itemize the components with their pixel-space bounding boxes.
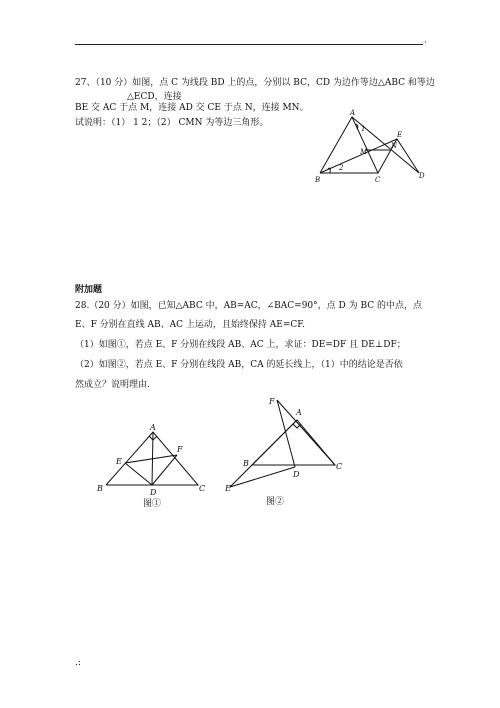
label-b: B (315, 176, 321, 184)
q28-line2: E、F 分别在直线 AB、AC 上运动，且始终保持 AE=CF. (75, 320, 305, 330)
q28-figure-2 (225, 395, 355, 500)
label-c: C (336, 462, 343, 471)
label-e: E (397, 131, 403, 139)
header-mark: · (424, 38, 427, 48)
label-d: D (293, 470, 300, 479)
label-angle-2: 2 (339, 164, 344, 172)
q28-line1: 28.（20 分）如图，已知△ABC 中，AB=AC，∠BAC=90°，点 D 为 BC 的中点，点 (75, 301, 422, 311)
triangle-abc (252, 420, 335, 465)
label-a: A (350, 109, 356, 117)
header-rule (75, 44, 423, 45)
label-b: B (243, 459, 249, 468)
triangle-abc (320, 117, 378, 173)
label-n: N (391, 142, 398, 150)
q28-line4: （2）如图②，若点 E、F 分别在线段 AB，CA 的延长线上，（1）中的结论是否依 (75, 360, 403, 370)
q27-line1: 27、（10 分）如图，点 C 为线段 BD 上的点，分别以 BC，CD 为边作等边△ABC 和等边 (75, 78, 435, 88)
label-d: D (150, 488, 157, 497)
segment-df (152, 455, 177, 485)
q27-line4: 试说明：（1） 1 2；（2） CMN 为等边三角形。 (75, 118, 269, 128)
label-e: E (116, 457, 122, 466)
segment-be (320, 139, 397, 173)
label-a: A (296, 408, 302, 417)
label-c: C (375, 176, 381, 184)
fig2-caption: 图② (266, 497, 285, 507)
footer-mark: .: (75, 658, 81, 668)
q27-figure (310, 108, 430, 188)
label-b: B (97, 484, 103, 493)
label-f: F (269, 397, 275, 406)
fig1-caption: 图① (143, 499, 162, 509)
segment-de (125, 463, 152, 485)
label-angle-1: 1 (361, 125, 366, 133)
q28-line3: （1）如图①，若点 E、F 分别在线段 AB、AC 上，求证：DE=DF 且 DE⊥DF； (75, 340, 406, 350)
q28-line5: 然成立？说明理由. (75, 380, 150, 390)
label-d: D (419, 172, 425, 180)
extra-heading: 附加题 (75, 285, 103, 295)
segment-ef (125, 455, 177, 463)
label-a: A (150, 423, 156, 432)
q27-line3: BE 交 AC 于点 M，连接 AD 交 CE 于点 N，连接 MN。 (75, 103, 309, 113)
label-m: M (360, 148, 368, 156)
label-e: E (225, 484, 231, 493)
q27-line2: △ECD，连接 (127, 92, 182, 102)
label-f: F (177, 445, 183, 454)
label-c: C (199, 484, 206, 493)
